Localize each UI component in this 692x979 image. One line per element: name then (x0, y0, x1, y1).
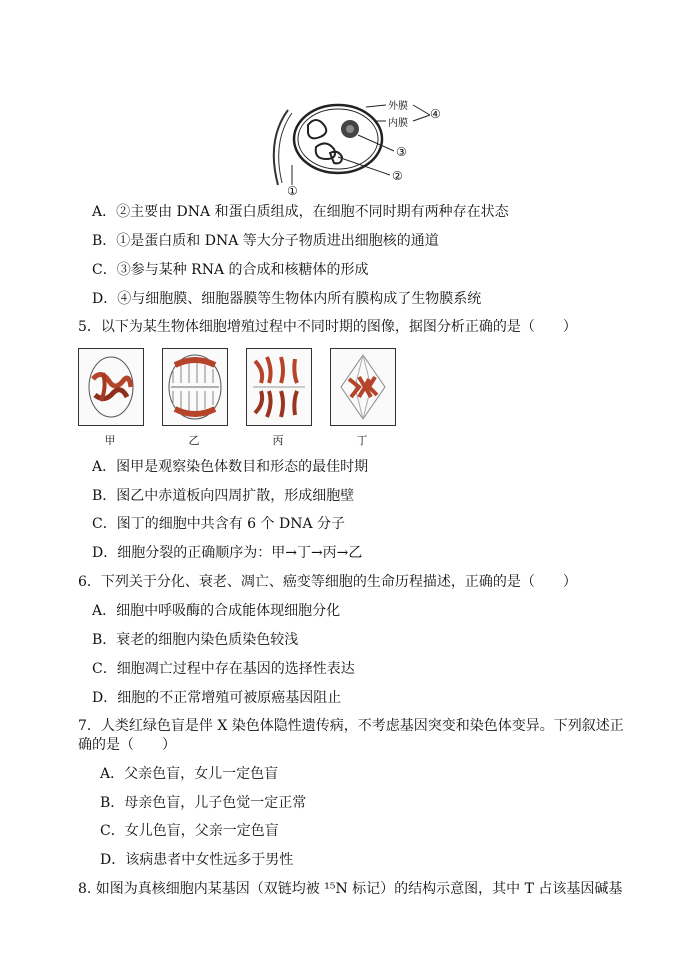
leader-line (413, 115, 430, 121)
q5-option-a: A．图甲是观察染色体数目和形态的最佳时期 (92, 459, 369, 475)
label-4: ④ (430, 107, 441, 121)
label-inner-membrane: 内膜 (388, 118, 408, 129)
q4-option-b: B．①是蛋白质和 DNA 等大分子物质进出细胞核的通道 (92, 233, 439, 249)
q6-option-c: C．细胞凋亡过程中存在基因的选择性表达 (92, 661, 355, 677)
q7-stem-line1: 7．人类红绿色盲是伴 X 染色体隐性遗传病，不考虑基因突变和染色体变异。下列叙述正 (78, 718, 624, 734)
cell-bing (246, 348, 312, 426)
label-1: ① (287, 184, 298, 198)
label-outer-membrane: 外膜 (388, 101, 408, 112)
caption-bing: 丙 (272, 434, 284, 447)
q5-option-c: C．图丁的细胞中共含有 6 个 DNA 分子 (92, 516, 346, 532)
cell-yi-drawing (163, 349, 227, 425)
q6-option-a: A．细胞中呼吸酶的合成能体现细胞分化 (92, 603, 341, 619)
q6-option-d: D．细胞的不正常增殖可被原癌基因阻止 (92, 690, 342, 706)
q5-option-d: D．细胞分裂的正确顺序为：甲→丁→丙→乙 (92, 545, 363, 561)
caption-jia: 甲 (104, 434, 116, 447)
q7-option-c: C．女儿色盲，父亲一定色盲 (100, 823, 279, 839)
cell-jia (78, 348, 144, 426)
leader-line (413, 105, 430, 115)
cell-jia-drawing (79, 349, 143, 425)
q7-option-d: D．该病患者中女性远多于男性 (100, 852, 294, 868)
mitosis-figure (78, 348, 408, 448)
q6-option-b: B．衰老的细胞内染色质染色较浅 (92, 632, 299, 648)
nucleolus-center (346, 125, 354, 133)
q4-option-d: D．④与细胞膜、细胞器膜等生物体内所有膜构成了生物膜系统 (92, 291, 482, 307)
q7-option-b: B．母亲色盲，儿子色觉一定正常 (100, 795, 307, 811)
label-3: ③ (396, 145, 407, 159)
label-2: ② (392, 169, 403, 183)
q6-stem: 6．下列关于分化、衰老、凋亡、癌变等细胞的生命历程描述，正确的是（ ） (78, 574, 577, 590)
cell-yi (162, 348, 228, 426)
q4-option-a: A．②主要由 DNA 和蛋白质组成，在细胞不同时期有两种存在状态 (92, 204, 509, 220)
cell-ding (330, 348, 396, 426)
q5-stem: 5．以下为某生物体细胞增殖过程中不同时期的图像，据图分析正确的是（ ） (78, 319, 577, 335)
q7-option-a: A．父亲色盲，女儿一定色盲 (100, 766, 279, 782)
q8-stem: 8. 如图为真核细胞内某基因（双链均被 ¹⁵N 标记）的结构示意图，其中 T 占该基因碱基 (78, 881, 623, 897)
chromatin (308, 120, 326, 138)
cell-ding-drawing (331, 349, 395, 425)
caption-ding: 丁 (356, 434, 368, 447)
caption-yi: 乙 (188, 434, 200, 447)
leader-line (366, 105, 386, 107)
nucleus-figure (258, 95, 448, 200)
cell-bing-drawing (247, 349, 311, 425)
q4-option-c: C．③参与某种 RNA 的合成和核糖体的形成 (92, 262, 369, 278)
q5-option-b: B．图乙中赤道板向四周扩散，形成细胞壁 (92, 488, 355, 504)
q7-stem-line2: 确的是（ ） (78, 737, 176, 753)
cell-membrane-outer (274, 110, 288, 185)
